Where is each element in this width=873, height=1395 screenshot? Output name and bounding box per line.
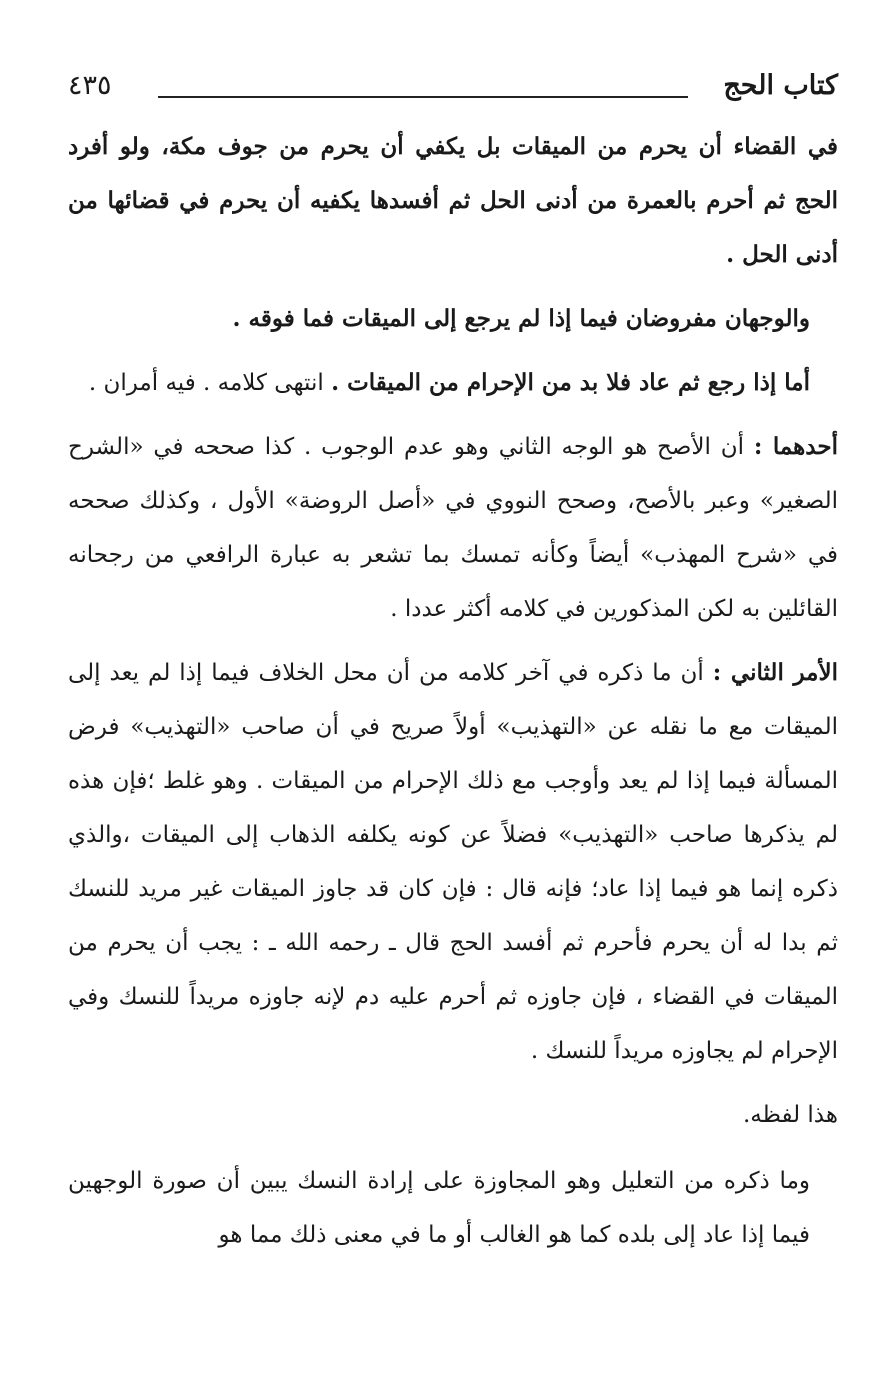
paragraph-7: وما ذكره من التعليل وهو المجاوزة على إرادة النسك يبين أن صورة الوجهين فيما إذا عاد إلى بلده كما هو الغالب أو ما في معنى ذلك مما هو xyxy=(68,1168,810,1248)
paragraph-4-lead: أحدهما : xyxy=(753,433,838,460)
paragraph-1: في القضاء أن يحرم من الميقات بل يكفي أن يحرم من جوف مكة، ولو أفرد الحج ثم أحرم بالعمرة من أدنى الحل ثم أفسدها يكفيه أن يحرم في قضائها من أدنى الحل . xyxy=(68,133,838,268)
page-number: ٤٣٥ xyxy=(68,70,112,101)
paragraph-6: هذا لفظه. xyxy=(742,1102,838,1128)
paragraph-5-lead: الأمر الثاني : xyxy=(712,659,838,686)
page-header xyxy=(68,70,838,110)
paragraph-5 xyxy=(68,646,838,1078)
book-page xyxy=(68,70,838,1370)
running-title: كتاب الحج xyxy=(723,70,838,101)
paragraph-5-text: أن ما ذكره في آخر كلامه من أن محل الخلاف فيما إذا لم يعد إلى الميقات مع ما نقله عن «التهذيب» أولاً صريح في أن صاحب «التهذيب» فرض المسألة فيما إذا لم يعد وأوجب مع ذلك الإحرام من الميقات . وهو غلط ؛فإن هذه لم يذكرها صاحب «التهذيب» فضلاً عن كونه يكلفه الذهاب إلى الميقات ،والذي ذكره إنما هو فيما إذا عاد؛ فإنه قال : فإن كان قد جاوز الميقات غير مريد للنسك ثم بدا له أن يحرم فأحرم ثم أفسد الحج قال ـ رحمه الله ـ : يجب أن يحرم من الميقات في القضاء ، فإن جاوزه ثم أحرم عليه دم لإنه جاوزه مريداً للنسك وفي الإحرام لم يجاوزه مريداً للنسك . xyxy=(68,660,838,1064)
paragraph-3 xyxy=(68,356,838,410)
paragraph-4-text: أن الأصح هو الوجه الثاني وهو عدم الوجوب . كذا صححه في «الشرح الصغير» وعبر بالأصح، وصحح النووي في «أصل الروضة» الأول ، وكذلك صححه في «شرح المهذب» أيضاً وكأنه تمسك بما تشعر به عبارة الرافعي من رجحانه القائلين به لكن المذكورين في كلامه أكثر عددا . xyxy=(68,434,838,622)
paragraph-3-text: انتهى كلامه . فيه أمران . xyxy=(88,370,332,396)
header-rule xyxy=(158,96,688,98)
paragraph-4 xyxy=(68,420,838,636)
paragraph-2: والوجهان مفروضان فيما إذا لم يرجع إلى الميقات فما فوقه . xyxy=(232,305,810,332)
paragraph-3-bold-text: أما إذا رجع ثم عاد فلا بد من الإحرام من الميقات . xyxy=(331,369,810,396)
